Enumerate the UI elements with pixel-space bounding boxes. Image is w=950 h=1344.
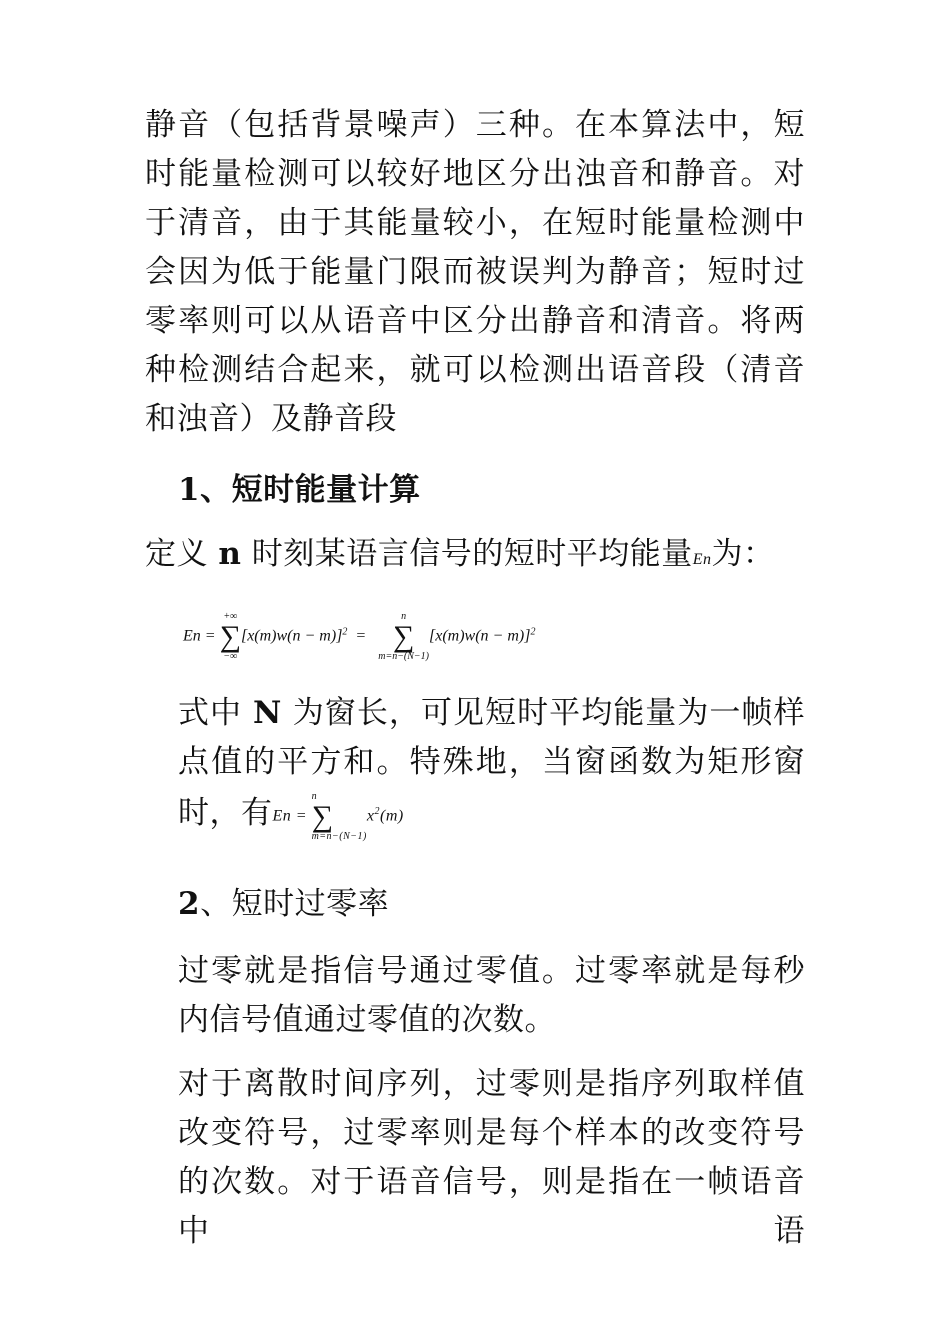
formula-2-sum — [312, 792, 367, 842]
formula-1-sum-2-lower: m=n−(N−1) — [378, 651, 430, 662]
definition-text-post: 为： — [711, 536, 775, 572]
formula-1-sum-1-upper: +∞ — [223, 611, 238, 622]
heading-short-time-energy: 1、短时能量计算 — [178, 472, 421, 508]
formula-1-sum-1 — [220, 612, 241, 662]
definition-var-n: n — [218, 536, 242, 572]
formula-2-sum-lower: m=n−(N−1) — [311, 830, 367, 842]
sigma-symbol: ∑ — [311, 799, 334, 833]
formula-1-sum-2 — [378, 612, 429, 662]
formula-2-term: x — [366, 807, 375, 825]
formula-1-term-2: [x(m)w(n − m)] — [429, 627, 531, 645]
formula-1-term-1: [x(m)w(n − m)] — [240, 627, 343, 645]
formula-1-exp-1: 2 — [342, 626, 348, 638]
heading-2-number: 2 — [178, 886, 201, 922]
p3-text-pre: 式中 — [178, 695, 254, 731]
heading-zero-crossing-rate — [178, 884, 389, 924]
paragraph-window-length — [178, 689, 805, 842]
sigma-symbol: ∑ — [219, 620, 241, 653]
paragraph-discrete-sequence: 对于离散时间序列，过零则是指序列取样值改变符号，过零率则是每个样本的改变符号的次数。对于语音信号，则是指在一帧语音中语 — [178, 1066, 805, 1249]
p3-var-n: N — [253, 695, 282, 731]
formula-2-lhs: En = — [272, 807, 308, 825]
sigma-symbol: ∑ — [392, 620, 415, 653]
formula-2-sum-upper: n — [311, 790, 318, 802]
p3-text-post: 为窗长，可见短时平均能量为一帧样点值的平方和。特殊地，当窗函数为矩形窗时，有 — [178, 695, 806, 831]
definition-text-mid: 时刻某语言信号的短时平均能量 — [241, 536, 693, 572]
definition-symbol-en: En — [692, 551, 712, 568]
formula-2-exp: 2 — [374, 806, 380, 817]
definition-text-pre: 定义 — [145, 536, 219, 572]
paragraph-zero-crossing-definition: 过零就是指信号通过零值。过零率就是每秒内信号值通过零值的次数。 — [178, 953, 805, 1038]
formula-rectangular-window — [273, 787, 404, 842]
heading-2-text: 、短时过零率 — [200, 886, 390, 922]
formula-1-exp-2: 2 — [530, 626, 536, 638]
formula-2-arg: (m) — [379, 807, 404, 825]
formula-1-sum-1-lower: −∞ — [223, 651, 238, 662]
formula-short-time-energy — [183, 612, 535, 662]
formula-1-lhs: En = — [183, 627, 216, 645]
paragraph-silence-detection: 静音（包括背景噪声）三种。在本算法中，短时能量检测可以较好地区分出浊音和静音。对于清音，由于其能量较小，在短时能量检测中会因为低于能量门限而被误判为静音；短时过零率则可以从语音中区分出静音和清音。将两种检测结合起来，就可以检测出语音段（清音和浊音）及静音段 — [145, 107, 805, 437]
formula-1-equals: = — [355, 627, 367, 645]
paragraph-energy-definition — [145, 532, 805, 582]
formula-1-sum-2-upper: n — [401, 611, 407, 622]
